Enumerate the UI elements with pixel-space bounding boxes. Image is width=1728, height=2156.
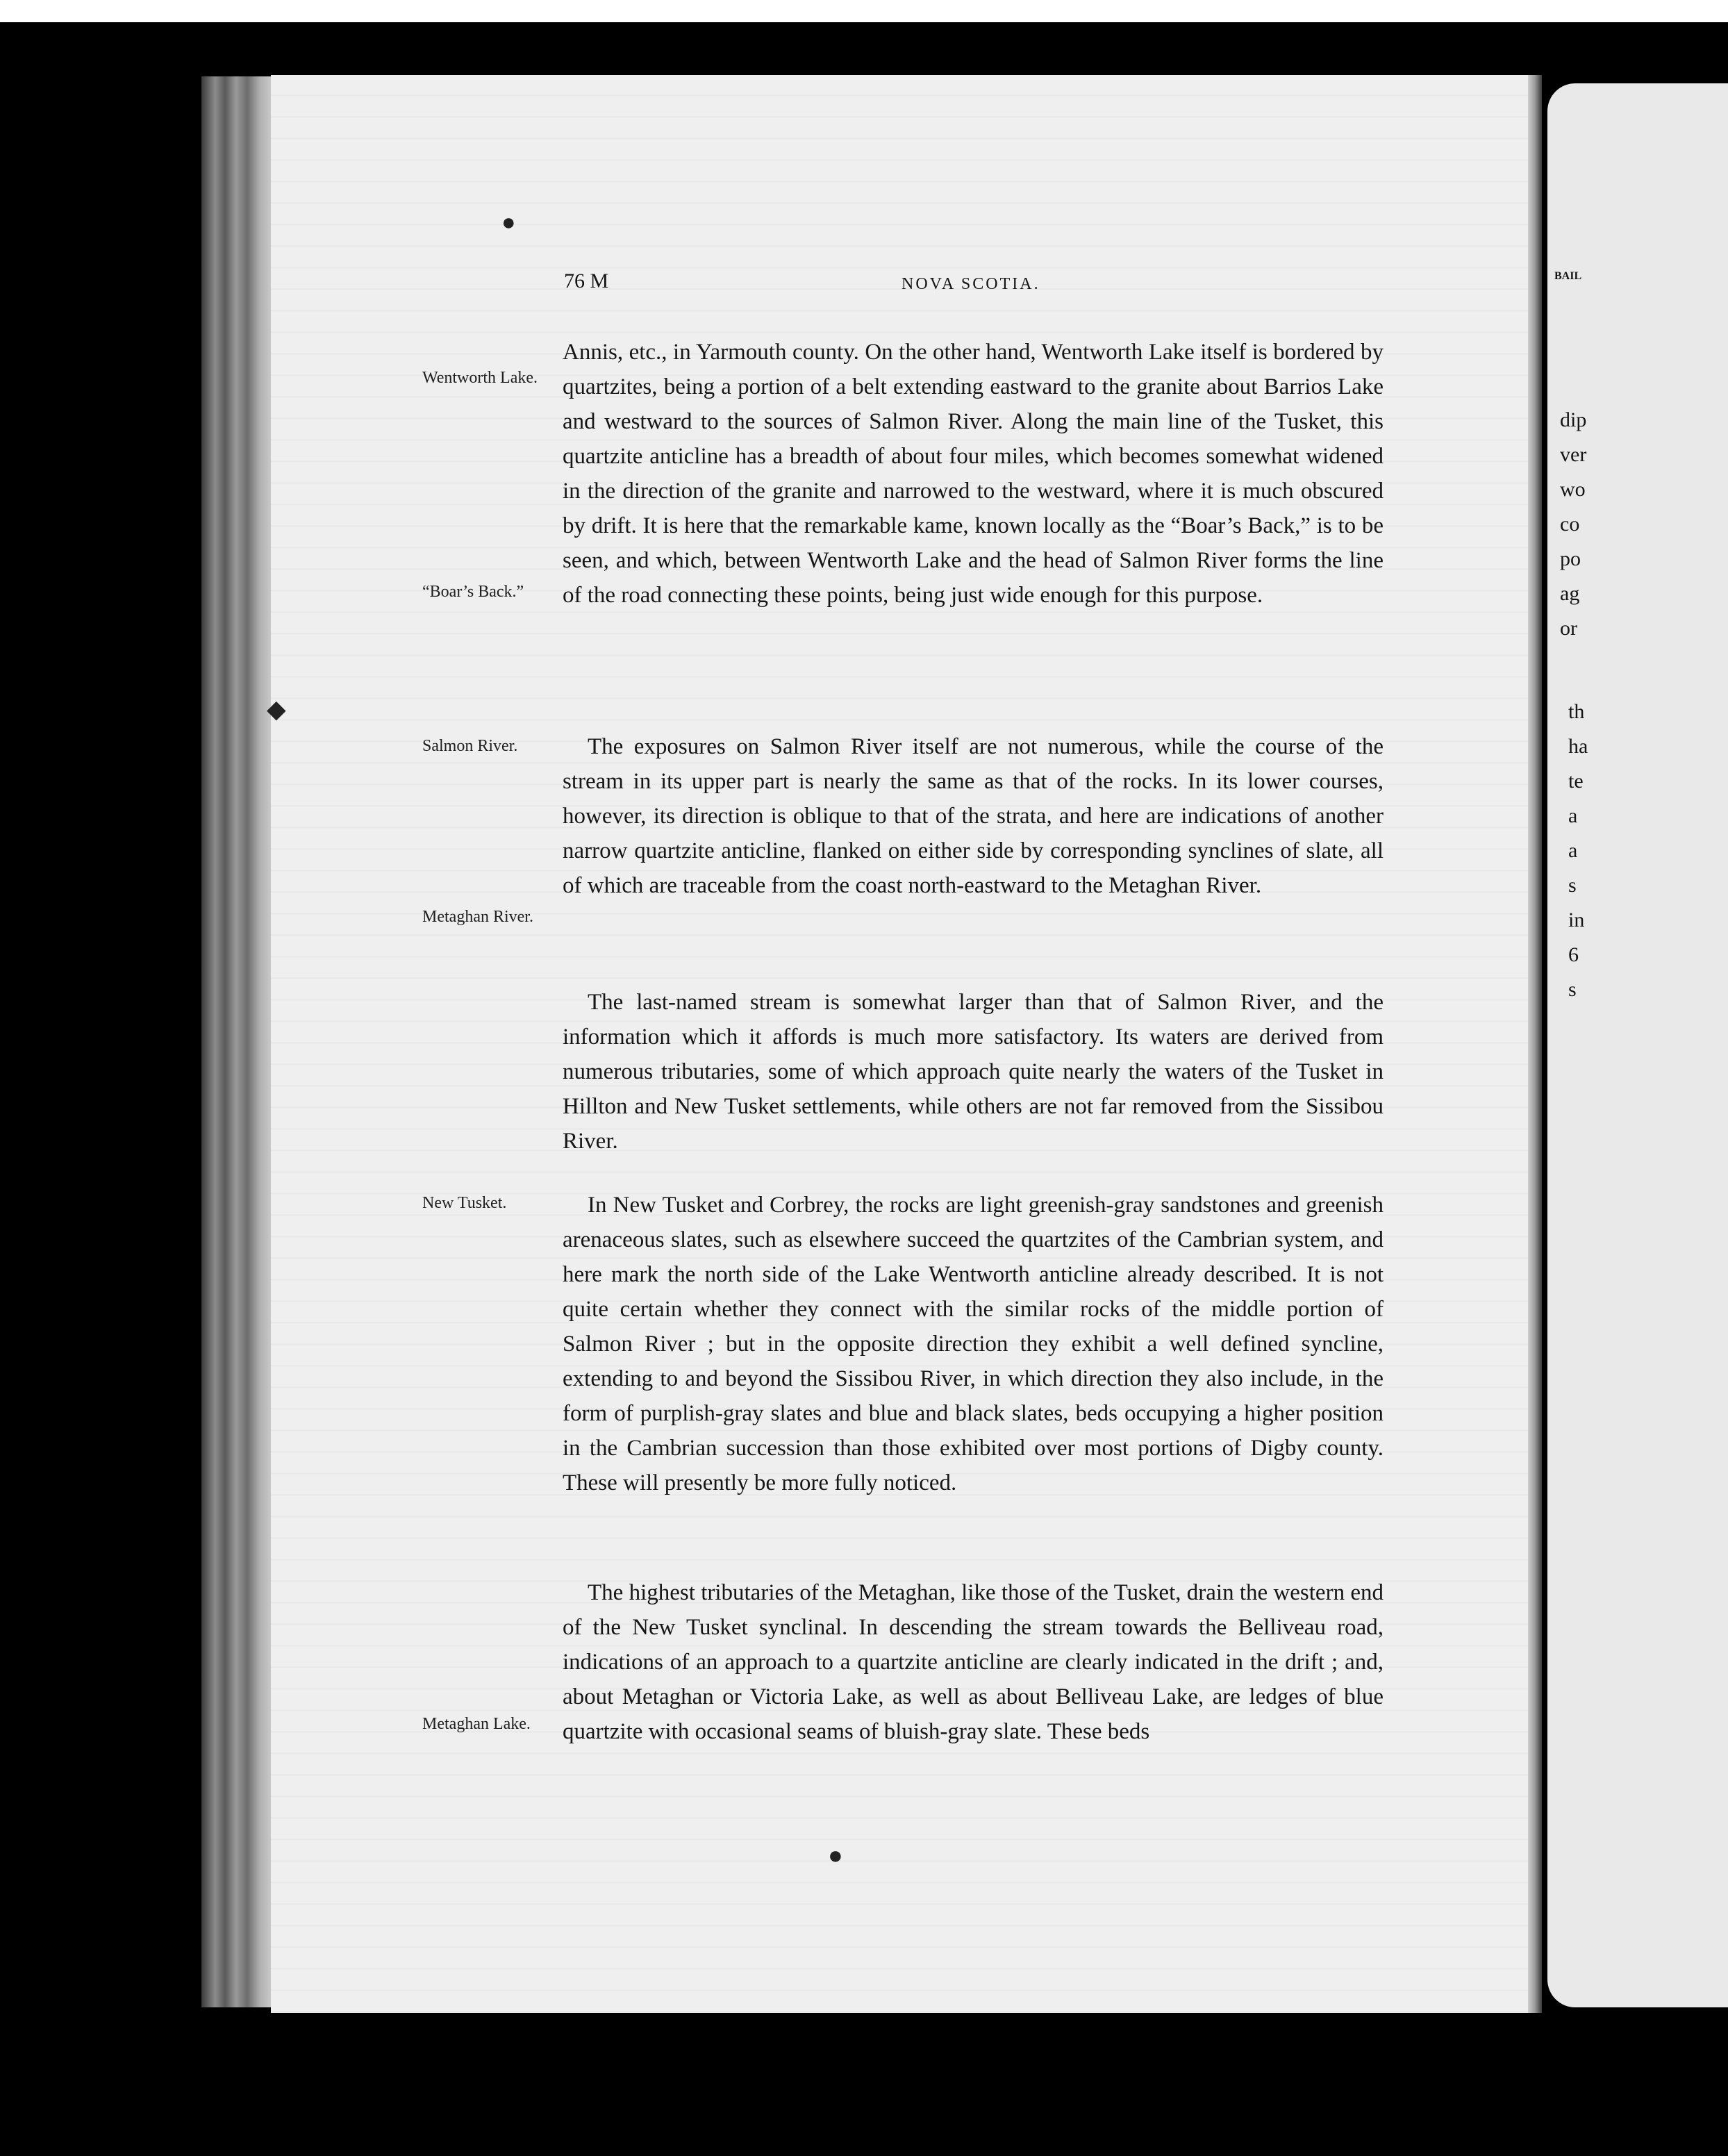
paragraph-text: Annis, etc., in Yarmouth county. On the other hand, Wentworth Lake itself is bordered by quartzites, being a portion of a belt extending eastward to the granite about Barrios Lake and westward to the sources of Salmon River. Along the main line of the Tusket, this quartzite anticline has a breadth of about four miles, which becomes somewhat widened in the direction of the granite and narrowed to the westward, where it is much obscured by drift. It is here that the remarkable kame, known locally as the “Boar’s Back,” is to be seen, and which, between Wentworth Lake and the head of Salmon River forms the line of the road connecting these points, being just wide enough for this purpose. [563,340,1384,608]
sidenote-salmon-river: Salmon River. [422,737,518,755]
next-page-line-fragment: po [1560,547,1581,570]
ink-blot-icon: ◆ [267,695,286,723]
next-page-line-fragment: s [1568,978,1577,1001]
next-page-line-fragment: in [1568,909,1585,931]
next-page-header-fragment: BAIL [1554,270,1582,282]
next-page-line-fragment: dip [1560,408,1587,431]
paragraph [563,335,1384,613]
sidenote-wentworth-lake: Wentworth Lake. [422,369,538,387]
paragraph-text: The exposures on Salmon River itself are not numerous, while the course of the stream in its upper part is nearly the same as that of the rocks. In its lower courses, however, its direction is oblique to that of the strata, and here are indications of another narrow quartzite anticline, flanked on either side by corresponding synclines of slate, all of which are traceable from the coast north-eastward to the Metaghan River. [563,734,1384,898]
next-page-line-fragment: co [1560,513,1580,536]
sidenote-boars-back: “Boar’s Back.” [422,583,524,601]
ink-blot-icon: ● [501,210,516,235]
paragraph [563,1188,1384,1500]
next-page-line-fragment: th [1568,700,1585,723]
paragraph-text: In New Tusket and Corbrey, the rocks are light greenish-gray sandstones and greenish arenaceous slates, such as elsewhere succeed the quartzites of the Cambrian system, and here mark the north side of the Lake Wentworth anticline already described. It is not quite certain whether they connect with the similar rocks of the middle portion of Salmon River ; but in the opposite direction they exhibit a well defined syncline, extending to and beyond the Sissibou River, in which direction they also include, in the form of purplish-gray slates and blue and black slates, beds occupying a higher position in the Cambrian succession than those exhibited over most portions of Digby county. These will presently be more fully noticed. [563,1193,1384,1495]
next-page-line-fragment: te [1568,770,1584,793]
next-page-line-fragment: a [1568,839,1578,862]
sidenote-metaghan-river: Metaghan River. [422,908,533,926]
next-page-line-fragment: 6 [1568,943,1579,966]
paragraph [563,729,1384,903]
next-page-line-fragment: a [1568,804,1578,827]
next-page-line-fragment: ver [1560,443,1587,466]
ink-blot-icon: ● [828,1841,843,1869]
page-number: 76 M [564,270,609,292]
paragraph [563,985,1384,1159]
book-gutter [1528,75,1542,2013]
paragraph [563,1575,1384,1749]
next-page-line-fragment: ha [1568,735,1588,758]
paragraph-text: The last-named stream is somewhat larger than that of Salmon River, and the information which it affords is much more satisfactory. Its waters are derived from numerous tributaries, some of which approach quite nearly the waters of the Tusket in Hillton and New Tusket settlements, while others are not far removed from the Sissibou River. [563,990,1384,1154]
right-page-fragment [1547,83,1728,2007]
paragraph-text: The highest tributaries of the Metaghan, like those of the Tusket, drain the western end of the New Tusket synclinal. In descending the stream towards the Belliveau road, indications of an approach to a quartzite anticline are clearly indicated in the drift ; and, about Metaghan or Victoria Lake, as well as about Belliveau Lake, are ledges of blue quartzite with occasional seams of bluish-gray slate. These beds [563,1580,1384,1744]
next-page-line-fragment: s [1568,874,1577,897]
next-page-line-fragment: ag [1560,582,1580,605]
book-page-edges [201,76,278,2007]
next-page-line-fragment: wo [1560,478,1586,501]
next-page-line-fragment: or [1560,617,1577,640]
running-head: NOVA SCOTIA. [902,275,1040,293]
sidenote-metaghan-lake: Metaghan Lake. [422,1715,531,1733]
scan-border [0,0,1728,22]
sidenote-new-tusket: New Tusket. [422,1194,507,1212]
